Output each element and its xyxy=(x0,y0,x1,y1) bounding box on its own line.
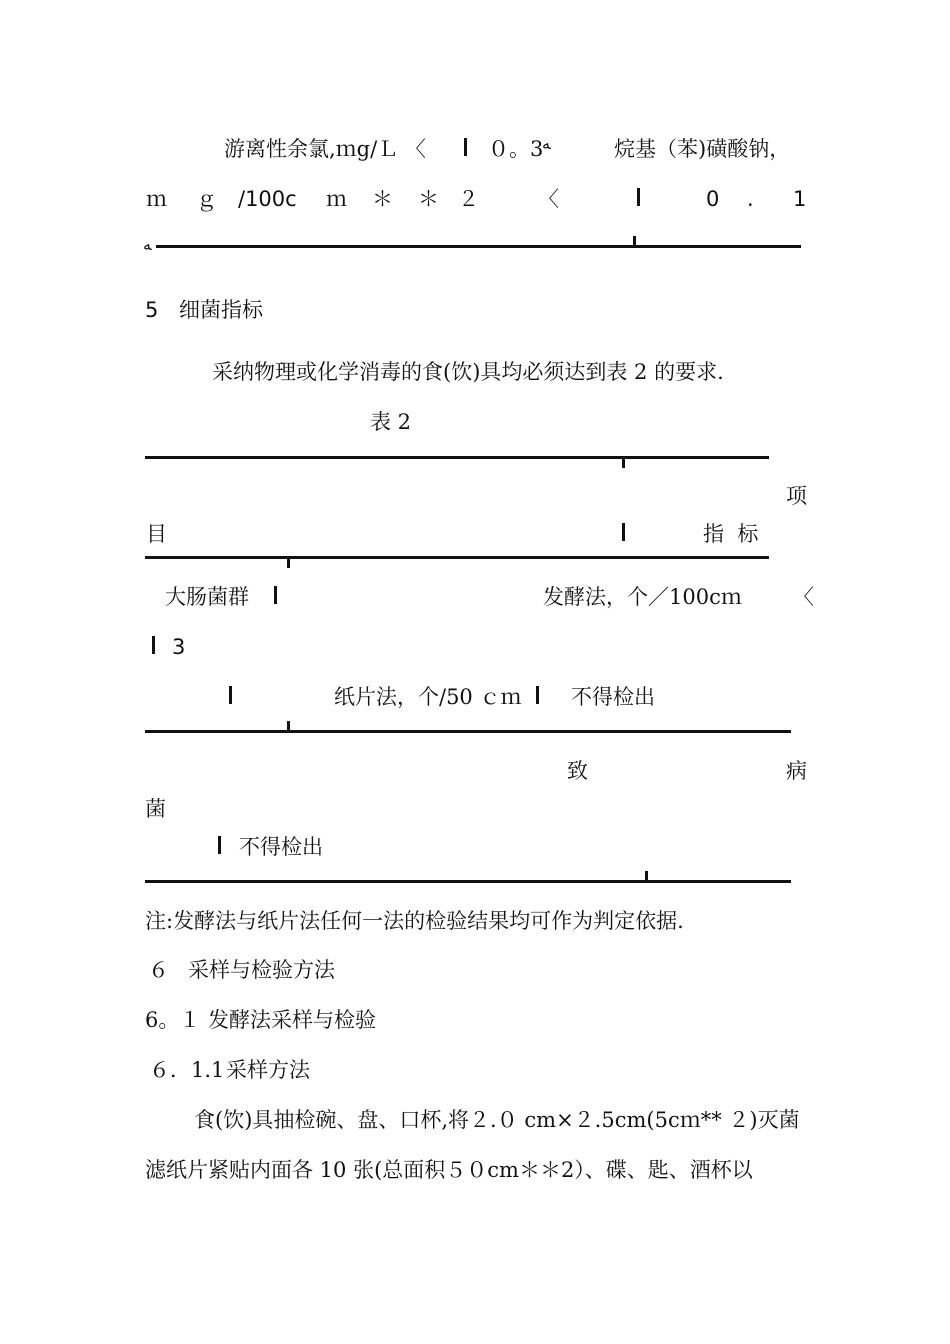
bracket-mark: 〈 xyxy=(793,585,814,609)
residual-chlorine-value: ０。3 xyxy=(488,137,544,161)
row-name-pathogen-part: 致 xyxy=(567,759,588,783)
surfactant-value: 0 xyxy=(706,187,720,211)
unit-part: ＊ xyxy=(372,187,393,211)
paragraph: 滤纸片紧贴内面各 10 张(总面积５０cm＊＊2）、碟、匙、酒杯以 xyxy=(145,1158,753,1182)
section-number: 5 xyxy=(145,298,159,322)
rule-tick xyxy=(287,721,290,730)
column-separator xyxy=(218,836,221,854)
separator-bar xyxy=(637,188,640,206)
table-rule xyxy=(156,245,801,248)
surfactant-label: 烷基（苯)磺酸钠， xyxy=(614,137,791,161)
subsubsection-number: ６．1.1 xyxy=(149,1058,225,1082)
stray-mark: ﻪ xyxy=(542,134,551,153)
row-name-pathogen-part: 病 xyxy=(786,759,807,783)
section-number: ６ xyxy=(148,958,169,982)
table-bottom-rule xyxy=(145,880,791,883)
column-separator xyxy=(152,636,155,654)
column-separator xyxy=(229,686,232,704)
residual-chlorine-label: 游离性余氯,ｍg/Ｌ 〈 xyxy=(224,137,426,161)
unit-part: ＊ xyxy=(418,187,439,211)
column-separator xyxy=(274,586,277,604)
table-top-rule xyxy=(145,456,769,459)
header-rule xyxy=(145,556,769,559)
row-name-pathogen-part: 菌 xyxy=(145,797,166,821)
filter-paper-limit: 不得检出 xyxy=(571,685,655,709)
rule-tick xyxy=(633,236,636,245)
subsubsection-title: 采样方法 xyxy=(226,1058,310,1082)
separator-bar xyxy=(464,138,467,156)
row-rule xyxy=(145,730,791,733)
surfactant-value: . xyxy=(747,187,754,211)
fermentation-method: 发酵法，个／100cｍ xyxy=(543,585,742,609)
column-separator xyxy=(622,523,625,541)
paragraph: 采纳物理或化学消毒的食(饮)具均必须达到表 2 的要求. xyxy=(212,360,724,384)
subsection-number: 6。１ xyxy=(145,1008,201,1032)
pathogen-limit: 不得检出 xyxy=(239,835,323,859)
paragraph: 食(饮)具抽检碗、盘、口杯,将２.０ cm×２.5cm(5cｍ** ２)灭菌 xyxy=(194,1108,800,1132)
unit-part: ｍ xyxy=(326,187,347,211)
section-title: 细菌指标 xyxy=(179,298,263,322)
header-item-part: 项 xyxy=(786,484,807,508)
rule-tick xyxy=(287,559,290,568)
table-caption: 表 2 xyxy=(370,410,412,434)
row-name-coliform: 大肠菌群 xyxy=(165,585,249,609)
table-note: 注:发酵法与纸片法任何一法的检验结果均可作为判定依据. xyxy=(145,909,684,933)
subsection-title: 发酵法采样与检验 xyxy=(208,1008,376,1032)
unit-part: ２ xyxy=(458,187,479,211)
unit-part: /100c xyxy=(238,187,297,211)
rule-tick xyxy=(645,871,648,880)
unit-part: ｍ xyxy=(146,187,167,211)
header-indicator: 指 标 xyxy=(703,522,759,546)
filter-paper-method: 纸片法，个/50 ｃｍ xyxy=(334,685,522,709)
fermentation-limit: 3 xyxy=(172,635,186,659)
header-item-part: 目 xyxy=(146,522,167,546)
unit-part: 〈 xyxy=(538,187,559,211)
unit-part: ｇ xyxy=(196,187,217,211)
column-separator xyxy=(536,686,539,704)
rule-tick xyxy=(622,459,625,468)
stray-mark: ﻪ xyxy=(143,235,152,254)
section-title: 采样与检验方法 xyxy=(188,958,335,982)
surfactant-value: 1 xyxy=(793,187,807,211)
